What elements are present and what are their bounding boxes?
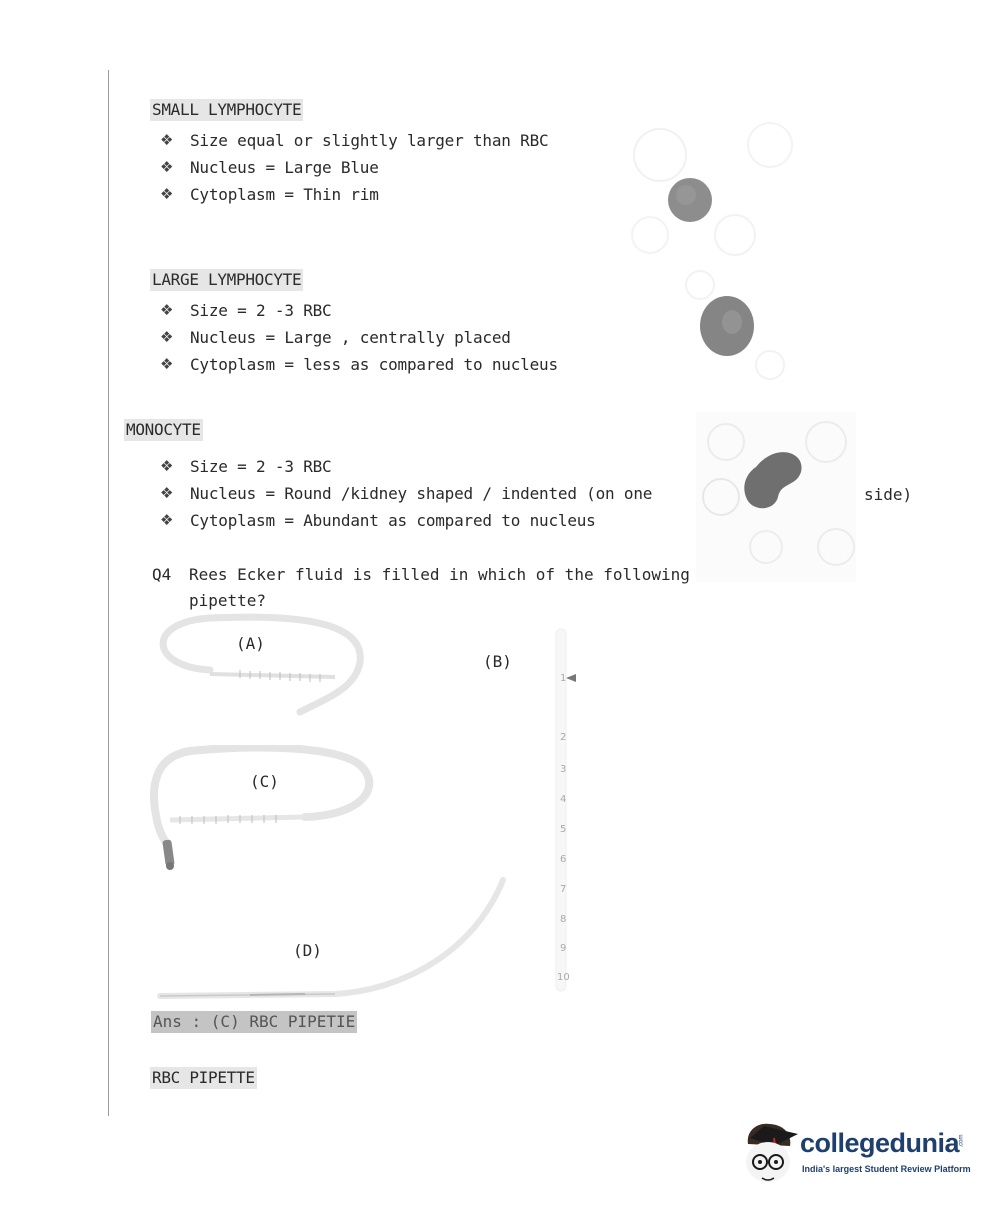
large-lymphocyte-image — [680, 270, 790, 380]
scale-mark: 2 — [560, 732, 567, 743]
question-q4 — [152, 562, 692, 614]
list-item: ❖ Nucleus = Large , centrally placed — [160, 324, 558, 351]
pipette-c-image — [150, 745, 380, 875]
scale-mark: 1 — [560, 673, 567, 684]
label-b: (B) — [483, 652, 512, 671]
scale-mark: 10 — [557, 972, 570, 983]
answer-highlight: Ans : (C) RBC PIPETIE — [153, 1012, 356, 1031]
brand-tagline: India's largest Student Review Platform — [802, 1164, 971, 1174]
list-item: ❖ Nucleus = Large Blue — [160, 154, 548, 181]
list-item: ❖ Size = 2 -3 RBC — [160, 297, 558, 324]
mascot-icon — [740, 1118, 802, 1190]
question-number: Q4 — [152, 565, 172, 584]
list-item: ❖ Size = 2 -3 RBC — [160, 453, 652, 480]
list-item: ❖ Cytoplasm = Abundant as compared to nucleus — [160, 507, 652, 534]
monocyte-overflow-word: side) — [864, 485, 913, 504]
pipette-a-image — [150, 612, 370, 722]
scale-mark: 6 — [560, 854, 567, 865]
list-item: ❖ Cytoplasm = less as compared to nucleus — [160, 351, 558, 378]
collegedunia-logo[interactable] — [740, 1114, 970, 1190]
heading-large-lymphocyte: LARGE LYMPHOCYTE — [152, 270, 302, 289]
scale-mark: 8 — [560, 914, 567, 925]
scale-mark: 5 — [560, 824, 567, 835]
small-lymphocyte-image — [620, 95, 800, 265]
diamond-bullet-icon: ❖ — [160, 185, 174, 203]
monocyte-image — [696, 412, 856, 582]
scale-mark: 7 — [560, 884, 567, 895]
page-margin-line — [108, 70, 109, 1116]
heading-small-lymphocyte: SMALL LYMPHOCYTE — [152, 100, 302, 119]
brand-tld: .com — [958, 1134, 965, 1148]
scale-mark: 9 — [560, 943, 567, 954]
list-item: ❖ Nucleus = Round /kidney shaped / indented (on one — [160, 480, 652, 507]
monocyte-list — [160, 453, 652, 534]
scale-mark: 3 — [560, 764, 567, 775]
diamond-bullet-icon: ❖ — [160, 328, 174, 346]
label-c: (C) — [250, 772, 279, 791]
brand-name: collegedunia — [800, 1128, 960, 1158]
diamond-bullet-icon: ❖ — [160, 158, 174, 176]
label-a: (A) — [236, 634, 265, 653]
diamond-bullet-icon: ❖ — [160, 355, 174, 373]
small-lymphocyte-list — [160, 127, 548, 208]
question-text: Rees Ecker fluid is filled in which of the following pipette? — [189, 565, 690, 610]
diamond-bullet-icon: ❖ — [160, 301, 174, 319]
heading-monocyte: MONOCYTE — [126, 420, 201, 439]
diamond-bullet-icon: ❖ — [160, 484, 174, 502]
pipette-d-image — [155, 870, 515, 1005]
large-lymphocyte-list — [160, 297, 558, 378]
scale-mark: 4 — [560, 794, 567, 805]
diamond-bullet-icon: ❖ — [160, 131, 174, 149]
heading-rbc-pipette: RBC PIPETTE — [152, 1068, 255, 1087]
list-item: ❖ Size equal or slightly larger than RBC — [160, 127, 548, 154]
pipette-b-scale — [556, 665, 576, 995]
diamond-bullet-icon: ❖ — [160, 511, 174, 529]
label-d: (D) — [293, 941, 322, 960]
diamond-bullet-icon: ❖ — [160, 457, 174, 475]
list-item: ❖ Cytoplasm = Thin rim — [160, 181, 548, 208]
